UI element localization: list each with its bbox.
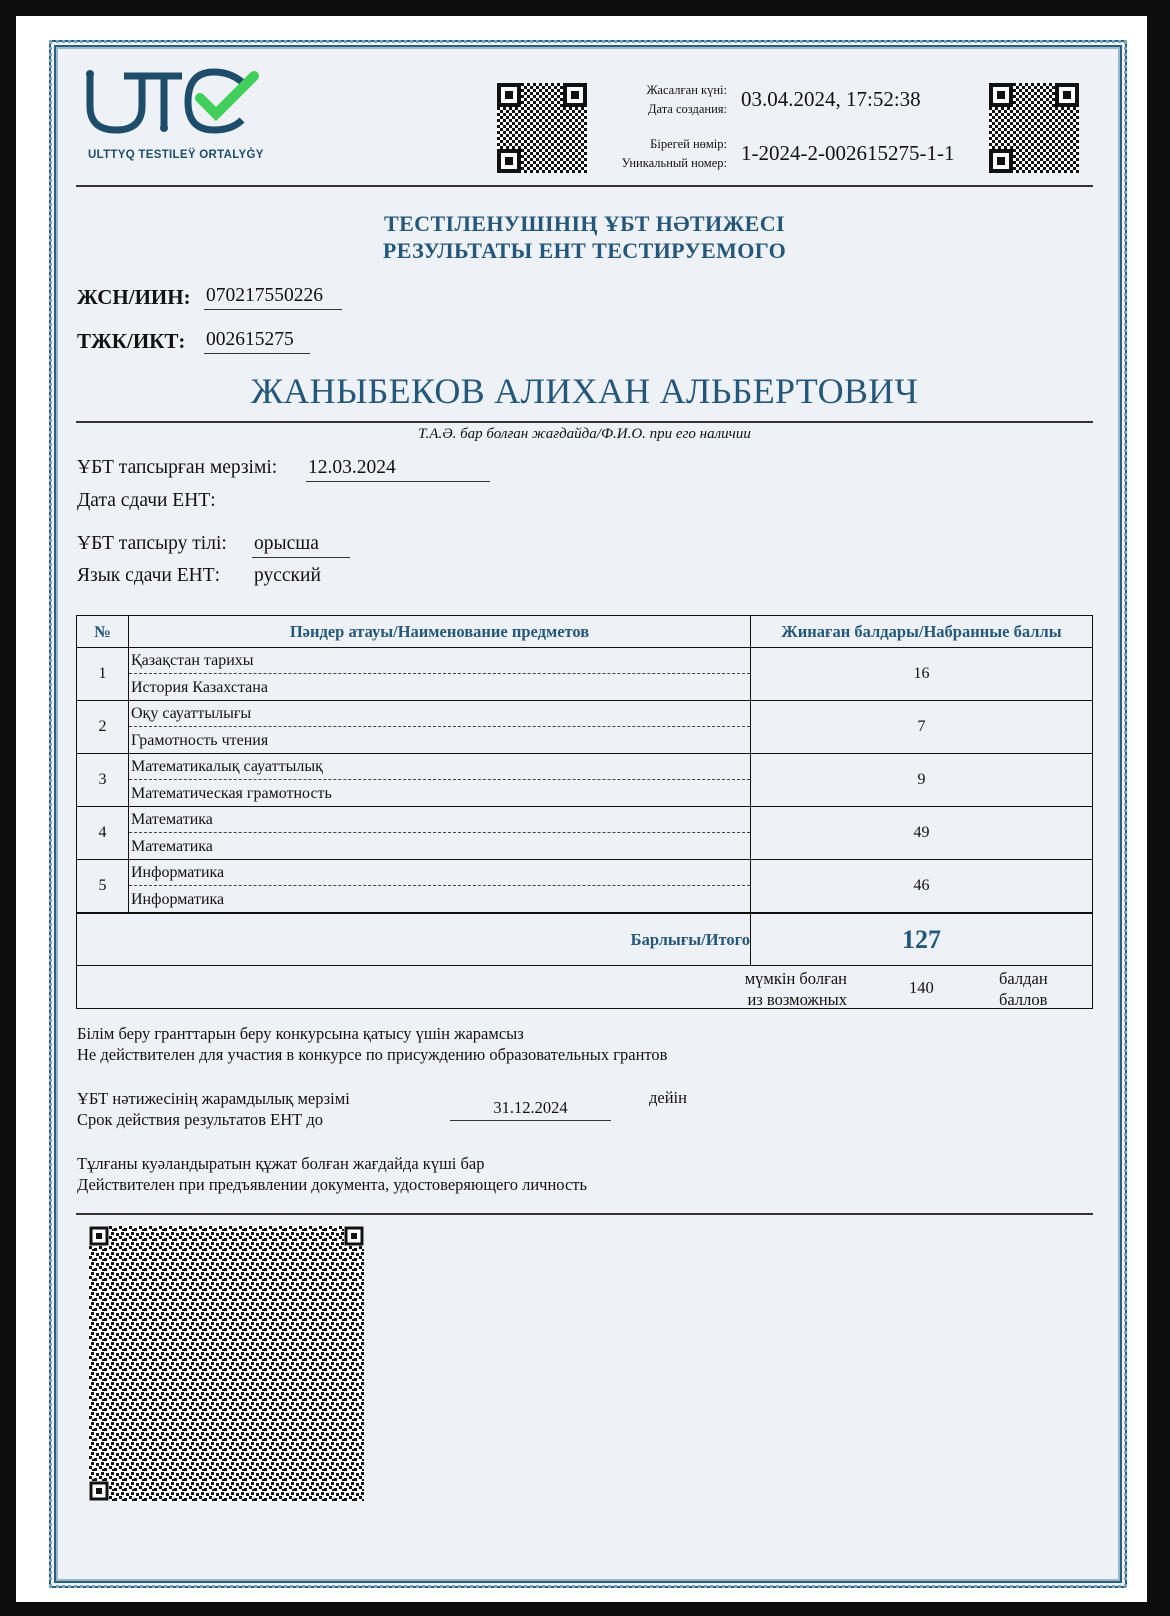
row-score: 9: [751, 754, 1093, 807]
grant-note: [77, 1023, 667, 1065]
total-label: Барлығы/Итого: [77, 913, 751, 966]
table-row: [77, 648, 1093, 701]
subject-ru: Математическая грамотность: [131, 785, 332, 802]
row-subject: [129, 701, 751, 754]
exam-lang-label-kz: ҰБТ тапсыру тілі:: [77, 533, 227, 554]
header-score: Жинаған балдары/Набранные баллы: [751, 616, 1093, 648]
possible-cell: [77, 966, 1093, 1009]
unique-label: [590, 135, 727, 173]
table-header-row: [77, 616, 1093, 648]
exam-lang-value-kz: орысша: [252, 533, 350, 558]
id-note-ru: Действителен при предъявлении документа, удостоверяющего личность: [77, 1175, 588, 1194]
possible-label-kz: мүмкін болған: [744, 969, 847, 988]
created-value: 03.04.2024, 17:52:38: [741, 87, 921, 111]
name-underline: [76, 421, 1093, 423]
ikt-value: 002615275: [204, 329, 310, 354]
exam-date-label-kz: ҰБТ тапсырған мерзімі:: [77, 457, 278, 478]
qr-code-header-right: [989, 83, 1079, 173]
id-note-kz: Тұлғаны куәландыратын құжат болған жағдайда күші бар: [77, 1154, 485, 1173]
points-label: [999, 968, 1048, 1010]
name-caption: Т.А.Ә. бар болған жағдайда/Ф.И.О. при его наличии: [418, 426, 751, 442]
points-label-kz: балдан: [999, 969, 1048, 988]
subject-kz: Қазақстан тарихы: [129, 648, 750, 674]
row-num: 2: [77, 701, 129, 754]
row-subject: [129, 807, 751, 860]
validity-label: [77, 1088, 350, 1130]
table-row: [77, 701, 1093, 754]
row-subject: [129, 754, 751, 807]
ikt-label: ТЖК/ИКТ:: [77, 329, 186, 353]
grant-note-kz: Білім беру гранттарын беру конкурсына қатысу үшін жарамсыз: [77, 1024, 524, 1043]
created-label-ru: Дата создания:: [647, 102, 727, 116]
possible-value: 140: [909, 978, 934, 997]
results-table: [76, 615, 1093, 1009]
title-kz: ТЕСТІЛЕНУШІНІҢ ҰБТ НӘТИЖЕСІ: [384, 211, 785, 236]
table-row: [77, 754, 1093, 807]
exam-lang-value-ru: русский: [254, 565, 321, 586]
subject-kz: Оқу сауаттылығы: [129, 701, 750, 727]
iin-value: 070217550226: [204, 285, 342, 310]
exam-date-label-ru: Дата сдачи ЕНТ:: [77, 490, 216, 511]
subject-kz: Информатика: [129, 860, 750, 886]
table-row: [77, 807, 1093, 860]
subject-kz: Математикалық сауаттылық: [129, 754, 750, 780]
row-num: 1: [77, 648, 129, 701]
id-note: [77, 1153, 587, 1195]
possible-label: [697, 968, 847, 1010]
subject-ru: Грамотность чтения: [131, 732, 269, 749]
row-score: 16: [751, 648, 1093, 701]
iin-label: ЖСН/ИИН:: [77, 285, 191, 309]
total-row: [77, 913, 1093, 966]
logo-text: ULTTYQ TESTILEŸ ORTALYĠY: [88, 149, 264, 161]
full-name: ЖАНЫБЕКОВ АЛИХАН АЛЬБЕРТОВИЧ: [250, 371, 919, 411]
created-label: [590, 81, 727, 119]
exam-lang-label-ru: Язык сдачи ЕНТ:: [77, 565, 221, 586]
created-label-kz: Жасалған күні:: [646, 83, 727, 97]
row-num: 5: [77, 860, 129, 914]
qr-code-header-left: [497, 83, 587, 173]
table-row: [77, 860, 1093, 914]
validity-date: 31.12.2024: [450, 1098, 611, 1121]
unique-label-kz: Бірегей нөмір:: [650, 137, 727, 151]
subject-ru: История Казахстана: [131, 679, 268, 696]
unique-label-ru: Уникальный номер:: [621, 156, 727, 170]
points-label-ru: баллов: [999, 990, 1048, 1009]
validity-suffix: дейін: [649, 1088, 687, 1107]
footer-divider: [76, 1213, 1093, 1215]
header-subject: Пәндер атауы/Наименование предметов: [129, 616, 751, 648]
row-subject: [129, 648, 751, 701]
grant-note-ru: Не действителен для участия в конкурсе по присуждению образовательных грантов: [77, 1045, 668, 1064]
validity-label-ru: Срок действия результатов ЕНТ до: [77, 1110, 323, 1129]
total-value: 127: [751, 913, 1093, 966]
qr-code-large: [89, 1226, 364, 1501]
row-num: 3: [77, 754, 129, 807]
row-score: 46: [751, 860, 1093, 914]
possible-label-ru: из возможных: [747, 990, 847, 1009]
subject-kz: Математика: [129, 807, 750, 833]
header-divider: [76, 185, 1093, 187]
utc-logo: [84, 68, 264, 138]
header-num: №: [77, 616, 129, 648]
exam-date-value: 12.03.2024: [306, 457, 490, 482]
validity-label-kz: ҰБТ нәтижесінің жарамдылық мерзімі: [77, 1089, 350, 1108]
subject-ru: Информатика: [131, 891, 225, 908]
row-subject: [129, 860, 751, 914]
unique-value: 1-2024-2-002615275-1-1: [741, 141, 955, 165]
row-score: 7: [751, 701, 1093, 754]
row-score: 49: [751, 807, 1093, 860]
row-num: 4: [77, 807, 129, 860]
subject-ru: Математика: [131, 838, 213, 855]
possible-row: [77, 966, 1093, 1009]
title-ru: РЕЗУЛЬТАТЫ ЕНТ ТЕСТИРУЕМОГО: [382, 238, 787, 263]
